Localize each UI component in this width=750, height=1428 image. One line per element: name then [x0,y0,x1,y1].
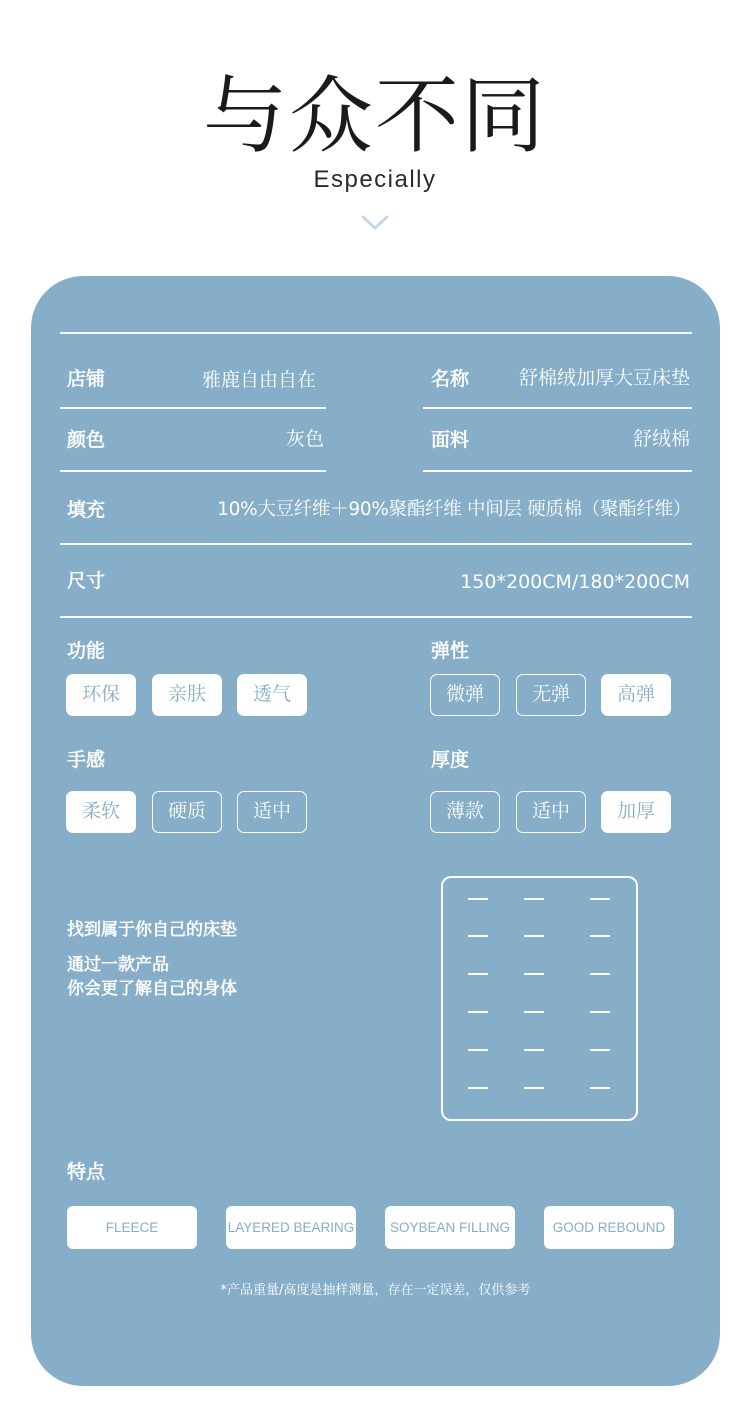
mattress-illustration [441,876,638,1121]
color-label: 颜色 [67,429,106,451]
quilting-dash [468,1087,488,1089]
chip-elasticity-high: 高弹 [601,674,671,716]
feature-soybean-filling: SOYBEAN FILLING [385,1206,515,1249]
chip-elasticity-none: 无弹 [516,674,586,716]
divider [423,407,692,409]
quilting-dash [524,1011,544,1013]
feature-good-rebound: GOOD REBOUND [544,1206,674,1249]
features-label: 特点 [67,1161,106,1183]
quilting-dash [524,935,544,937]
fabric-label: 面料 [431,429,470,451]
divider [60,616,692,618]
tagline-line3: 你会更了解自己的身体 [67,979,237,999]
thickness-label: 厚度 [431,749,470,771]
chip-function-breathable: 透气 [237,674,307,716]
chip-elasticity-slight: 微弹 [430,674,500,716]
chip-feel-hard: 硬质 [152,791,222,833]
quilting-dash [468,935,488,937]
divider [60,543,692,545]
feel-label: 手感 [67,749,106,771]
fabric-value: 舒绒棉 [632,428,690,450]
name-label: 名称 [431,368,470,390]
chip-feel-soft: 柔软 [66,791,136,833]
size-value: 150*200CM/180*200CM [460,571,690,593]
page-title: 与众不同 [202,67,547,165]
feature-layered-bearing: LAYERED BEARING [226,1206,356,1249]
chip-function-skin: 亲肤 [152,674,222,716]
quilting-dash [590,1087,610,1089]
page-subtitle: Especially [313,166,437,193]
quilting-dash [524,1049,544,1051]
quilting-dash [468,1011,488,1013]
chip-feel-medium: 适中 [237,791,307,833]
quilting-dash [468,1049,488,1051]
elasticity-label: 弹性 [431,640,470,662]
quilting-dash [590,1049,610,1051]
feature-fleece: FLEECE [67,1206,197,1249]
divider [60,470,326,472]
name-value: 舒棉绒加厚大豆床垫 [518,367,690,389]
shop-value: 雅鹿自由自在 [202,369,317,391]
quilting-dash [590,973,610,975]
quilting-dash [590,1011,610,1013]
tagline-line2: 通过一款产品 [67,955,169,975]
function-label: 功能 [67,640,106,662]
size-label: 尺寸 [67,570,106,592]
quilting-dash [590,935,610,937]
chip-thickness-thick: 加厚 [601,791,671,833]
spec-card [31,276,720,1386]
shop-label: 店铺 [67,368,106,390]
footnote: *产品重量/高度是抽样测量，存在一定误差，仅供参考 [220,1283,531,1298]
chip-thickness-thin: 薄款 [430,791,500,833]
tagline-line1: 找到属于你自己的床垫 [67,920,237,940]
chevron-down-icon [360,212,390,234]
divider [423,470,692,472]
quilting-dash [524,973,544,975]
filling-value: 10%大豆纤维＋90%聚酯纤维 中间层 硬质棉（聚酯纤维） [217,499,691,520]
quilting-dash [468,973,488,975]
quilting-dash [524,898,544,900]
divider [60,332,692,334]
color-value: 灰色 [285,428,324,450]
divider [60,407,326,409]
quilting-dash [524,1087,544,1089]
filling-label: 填充 [67,499,106,521]
chip-thickness-medium: 适中 [516,791,586,833]
quilting-dash [468,898,488,900]
chip-function-eco: 环保 [66,674,136,716]
quilting-dash [590,898,610,900]
